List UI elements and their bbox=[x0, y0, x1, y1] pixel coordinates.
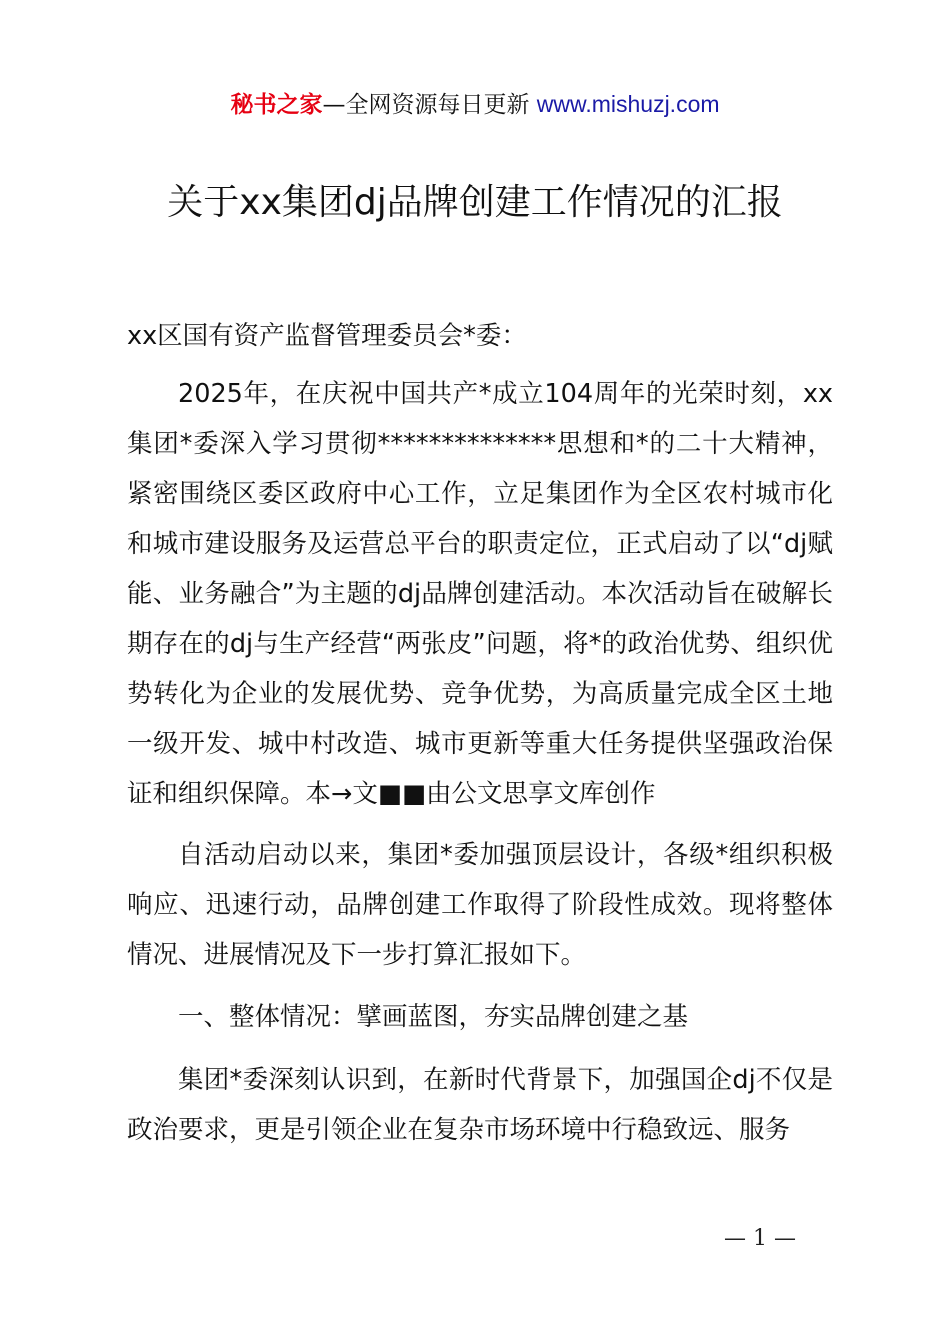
brand-name: 秘书之家 bbox=[230, 92, 323, 118]
paragraph-intro: 2025年，在庆祝中国共产*成立104周年的光荣时刻，xx集团*委深入学习贯彻**************思想和*的二十大精神，紧密围绕区委区政府中心工作，立足集团作为全区农村城市化和城市建设服务及运营总平台的职责定位，正式启动了以“dj赋能、业务融合”为主题的dj品牌创建活动。本次活动旨在破解长期存在的dj与生产经营“两张皮”问题，将*的政治优势、组织优势转化为企业的发展优势、竞争优势，为高质量完成全区土地一级开发、城中村改造、城市更新等重大任务提供坚强政治保证和组织保障。本→文■■由公文思享文库创作 bbox=[127, 379, 833, 809]
banner-slogan: —全网资源每日更新 bbox=[322, 92, 537, 118]
page-number: — 1 — bbox=[724, 1226, 796, 1251]
site-url-link[interactable]: www.mishuzj.com bbox=[536, 91, 720, 117]
section-paragraph: 集团*委深刻认识到，在新时代背景下，加强国企dj不仅是政治要求，更是引领企业在复杂市场环境中行稳致远、服务 bbox=[127, 1065, 833, 1145]
section-heading: 一、整体情况：擘画蓝图，夯实品牌创建之基 bbox=[178, 1002, 689, 1032]
salutation: xx区国有资产监督管理委员会*委： bbox=[127, 321, 527, 351]
site-banner bbox=[0, 88, 950, 121]
paragraph-progress: 自活动启动以来，集团*委加强顶层设计，各级*组织积极响应、迅速行动，品牌创建工作取得了阶段性成效。现将整体情况、进展情况及下一步打算汇报如下。 bbox=[127, 840, 833, 970]
document-title: 关于xx集团dj品牌创建工作情况的汇报 bbox=[167, 182, 783, 223]
